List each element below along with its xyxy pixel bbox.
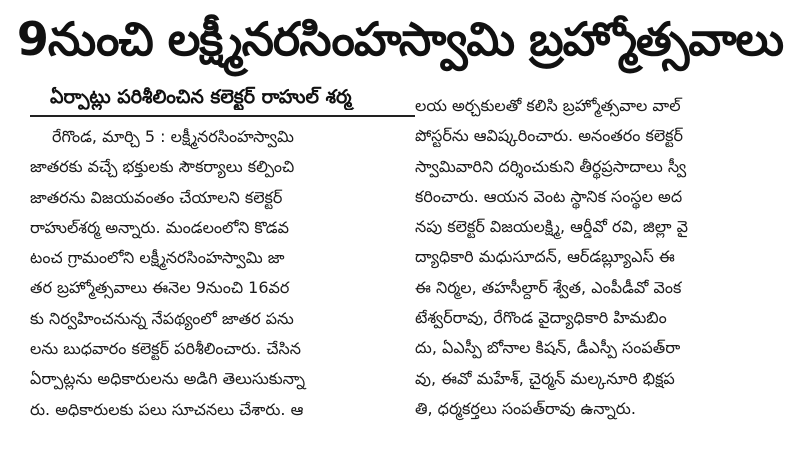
right-column-line: నపు కలెక్టర్ విజయలక్ష్మి, ఆర్డీవో రవి, జిల్లా వై: [415, 217, 688, 237]
left-column-line: జాతరకు వచ్చే భక్తులకు సౌకర్యాలు కల్పించి: [30, 157, 295, 177]
right-column-line: దు, ఏఎస్పీ బోనాల కిషన్, డీఎస్పీ సంపత్‌రా: [415, 338, 681, 358]
left-column-line: రు. అధికారులకు పలు సూచనలు చేశారు. ఆ: [30, 399, 304, 419]
left-column-line: తర బ్రహ్మోత్సవాలు ఈనెల 9నుంచి 16వర: [30, 278, 290, 298]
article-left-column: [30, 122, 415, 425]
right-column-line: టేశ్వర్‌రావు, రేగొండ వైద్యాధికారి హిమబిం: [415, 308, 667, 328]
right-column-line: ఈ నిర్మల, తహసీల్దార్ శ్వేత, ఎంపీడీవో వెంక: [415, 277, 682, 297]
subheadline-underline: [30, 115, 415, 117]
article-headline: 9నుంచి లక్ష్మీనరసింహస్వామి బ్రహ్మోత్సవాలు: [16, 12, 784, 66]
right-column-line: లయ అర్చకులతో కలిసి బ్రహ్మోత్సవాల వాల్: [415, 96, 681, 115]
right-column-line: తి, ధర్మకర్తలు సంపత్‌రావు ఉన్నారు.: [415, 398, 636, 418]
left-column-line: జాతరను విజయవంతం చేయాలని కలెక్టర్: [30, 187, 283, 207]
right-column-line: కరించారు. ఆయన వెంట స్థానిక సంస్థల అద: [415, 186, 683, 206]
right-column-line: పోస్టర్‌ను ఆవిష్కరించారు. అనంతరం కలెక్టర్: [415, 126, 684, 146]
left-column-line: టంచ గ్రామంలోని లక్ష్మీనరసింహస్వామి జా: [30, 248, 285, 268]
right-column-line: వు, ఈవో మహేశ్, చైర్మన్ మల్కనూరి భిక్షప: [415, 368, 675, 388]
left-column-line: రాహుల్‌శర్మ అన్నారు. మండలంలోని కొడవ: [30, 217, 289, 237]
left-column-line: లను బుధవారం కలెక్టర్ పరిశీలించారు. చేసిన: [30, 339, 301, 359]
article-subheadline: ఏర్పాట్లు పరిశీలించిన కలెక్టర్ రాహుల్ శర్మ: [50, 86, 352, 108]
left-column-line: ఏర్పాట్లను అధికారులను అడిగి తెలుసుకున్నా: [30, 369, 306, 389]
right-column-line: స్వామివారిని దర్శించుకుని తీర్థప్రసాదాలు స్వీ: [415, 156, 687, 176]
article-right-column: [415, 91, 790, 424]
right-column-line: ద్యాధికారి మధుసూదన్, ఆర్‌డబ్ల్యూఎస్ ఈ: [415, 247, 675, 267]
left-column-line: రేగొండ, మార్చి 5 : లక్ష్మీనరసింహస్వామి: [52, 127, 294, 146]
left-column-line: కు నిర్వహించనున్న నేపథ్యంలో జాతర పను: [30, 308, 294, 328]
